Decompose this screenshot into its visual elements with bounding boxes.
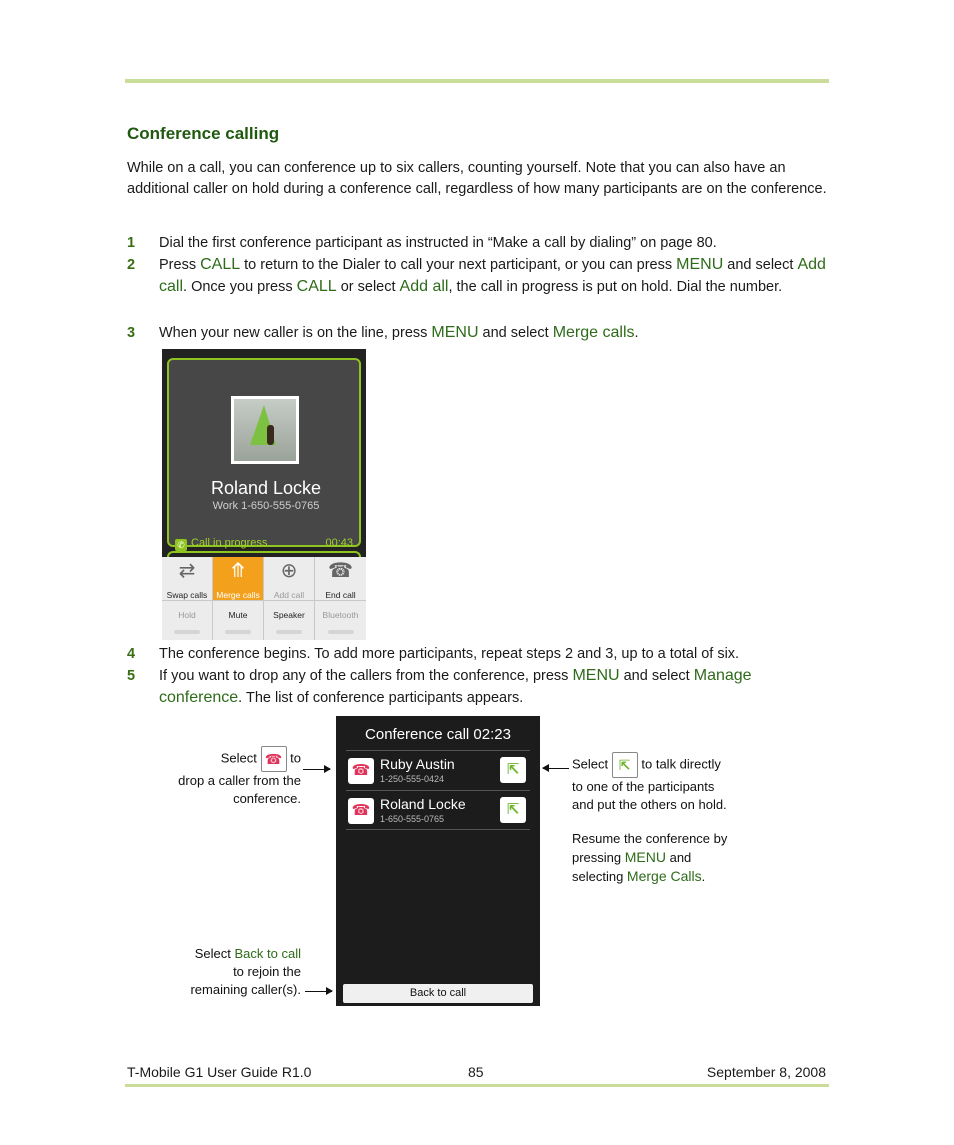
arrow-to-end-call bbox=[303, 769, 330, 770]
step-number: 4 bbox=[127, 646, 136, 662]
annotation-line bbox=[140, 746, 301, 772]
top-rule bbox=[125, 79, 829, 83]
add-call-icon: ⊕ bbox=[280, 560, 298, 582]
swap-calls-button[interactable] bbox=[162, 557, 212, 601]
step-text bbox=[159, 643, 827, 665]
end-call-icon: ☎ bbox=[328, 560, 353, 582]
step-text bbox=[159, 254, 827, 298]
merge-calls-button[interactable] bbox=[213, 557, 263, 601]
in-call-screenshot bbox=[162, 349, 366, 640]
divider bbox=[346, 829, 530, 830]
step-5 bbox=[127, 665, 827, 709]
step-text bbox=[159, 322, 827, 344]
phone-icon: ✆ bbox=[175, 539, 187, 551]
indicator-bar bbox=[225, 630, 251, 634]
menu-label: End call bbox=[325, 590, 356, 600]
annotation-line bbox=[572, 867, 772, 886]
conference-list-screenshot bbox=[336, 716, 540, 1006]
split-call-icon: ⇱ bbox=[612, 752, 638, 778]
participant-number: 1-250-555-0424 bbox=[380, 774, 445, 784]
menu-keyword: MENU bbox=[624, 849, 666, 865]
step-text bbox=[159, 232, 827, 254]
participant-row bbox=[348, 792, 528, 832]
annotation-line: to one of the participants bbox=[572, 779, 715, 794]
divider bbox=[346, 750, 530, 751]
intro-paragraph: While on a call, you can conference up to six callers, counting yourself. Note that you can also have an additional caller on hold during a conference call, regardless of how many participants are on the conference. bbox=[127, 160, 827, 197]
annotation-line: Resume the conference by bbox=[572, 831, 728, 846]
annotation-text: and bbox=[665, 850, 692, 865]
call-status-text: Call in progress bbox=[191, 537, 268, 549]
caller-photo bbox=[231, 396, 299, 464]
annotation-line bbox=[572, 752, 772, 778]
step-2 bbox=[127, 254, 827, 320]
caller-name: Roland Locke bbox=[210, 478, 322, 498]
annotation-text: . bbox=[701, 869, 706, 884]
footer-date: September 8, 2008 bbox=[706, 1064, 826, 1080]
merge-icon: ⤊ bbox=[229, 560, 247, 582]
menu-keyword: MENU bbox=[676, 256, 724, 273]
step-text-segment: and select bbox=[619, 668, 694, 684]
step-text-segment: The conference begins. To add more participants, repeat steps 2 and 3, up to a total of six. bbox=[159, 646, 740, 662]
arrow-to-split-call bbox=[543, 768, 569, 769]
add-call-button[interactable] bbox=[264, 557, 314, 601]
step-text-segment: Press bbox=[159, 257, 201, 273]
participant-number: 1-650-555-0765 bbox=[380, 814, 445, 824]
hold-button[interactable] bbox=[162, 601, 212, 640]
menu-keyword: Add call bbox=[159, 256, 826, 295]
step-text-segment: When your new caller is on the line, press bbox=[159, 325, 432, 341]
section-heading: Conference calling bbox=[127, 124, 280, 143]
indicator-bar bbox=[276, 630, 302, 634]
step-3 bbox=[127, 322, 827, 344]
step-text-segment: , the call in progress is put on hold. Dial the number. bbox=[448, 279, 783, 295]
annotation-back-to-call bbox=[140, 945, 301, 999]
step-text-segment: or select bbox=[336, 279, 400, 295]
step-text-segment: and select bbox=[478, 325, 553, 341]
step-text-segment: to return to the Dialer to call your next participant, or you can press bbox=[240, 257, 677, 273]
step-text-segment: . Once you press bbox=[183, 279, 297, 295]
speaker-button[interactable] bbox=[264, 601, 314, 640]
step-text-segment: . The list of conference participants appears. bbox=[238, 690, 524, 706]
menu-keyword: CALL bbox=[296, 278, 337, 295]
annotation-line: remaining caller(s). bbox=[190, 982, 301, 997]
menu-label: Mute bbox=[228, 610, 248, 620]
annotation-text: selecting bbox=[572, 869, 627, 884]
annotation-text: to bbox=[290, 750, 301, 766]
call-status bbox=[175, 537, 267, 551]
menu-label: Add call bbox=[273, 590, 305, 600]
annotation-line: drop a caller from the bbox=[178, 773, 301, 788]
participant-name: Ruby Austin bbox=[380, 756, 455, 772]
call-timer: 00:43 bbox=[325, 537, 353, 549]
menu-keyword: Merge calls bbox=[552, 324, 635, 341]
annotation-text: pressing bbox=[572, 850, 625, 865]
swap-icon: ⇄ bbox=[178, 560, 196, 582]
annotation-text: Select bbox=[572, 756, 609, 772]
caller-number: Work 1-650-555-0765 bbox=[212, 500, 320, 512]
step-number: 3 bbox=[127, 325, 136, 341]
call-options-menu bbox=[162, 557, 366, 640]
menu-keyword: Manage conference bbox=[159, 667, 752, 706]
split-call-icon[interactable]: ⇱ bbox=[500, 797, 526, 823]
participant-row bbox=[348, 752, 528, 792]
end-call-button[interactable] bbox=[315, 557, 366, 601]
step-text bbox=[159, 665, 827, 709]
arrow-to-back-button bbox=[305, 991, 332, 992]
annotation-resume bbox=[572, 830, 772, 886]
footer-left: T-Mobile G1 User Guide R1.0 bbox=[127, 1064, 312, 1080]
annotation-line: to rejoin the bbox=[233, 964, 301, 979]
menu-column-merge bbox=[213, 557, 264, 640]
step-text-segment: If you want to drop any of the callers from the conference, press bbox=[159, 668, 573, 684]
participant-name: Roland Locke bbox=[380, 796, 466, 812]
step-text-segment: and select bbox=[723, 257, 798, 273]
end-call-icon[interactable]: ☎ bbox=[348, 758, 374, 784]
indicator-bar bbox=[174, 630, 200, 634]
menu-label: Hold bbox=[178, 610, 196, 620]
annotation-line bbox=[572, 848, 772, 867]
menu-label: Speaker bbox=[273, 610, 305, 620]
caller-card bbox=[167, 358, 361, 550]
conference-title: Conference call 02:23 bbox=[365, 726, 511, 743]
annotation-text: Select bbox=[220, 750, 257, 766]
menu-keyword: Back to call bbox=[234, 946, 301, 961]
step-4 bbox=[127, 643, 827, 665]
windsurfer-figure bbox=[267, 425, 274, 445]
menu-keyword: CALL bbox=[200, 256, 241, 273]
footer-page-number: 85 bbox=[468, 1064, 484, 1080]
end-call-icon: ☎ bbox=[261, 746, 287, 772]
step-number: 2 bbox=[127, 257, 136, 273]
menu-column-add bbox=[264, 557, 315, 640]
step-number: 1 bbox=[127, 235, 136, 251]
bluetooth-button[interactable] bbox=[315, 601, 366, 640]
step-text-segment: Dial the first conference participant as instructed in “Make a call by dialing” on page 80. bbox=[159, 235, 717, 251]
step-number: 5 bbox=[127, 668, 136, 684]
annotation-text: Select bbox=[194, 946, 235, 961]
menu-keyword: MENU bbox=[572, 667, 620, 684]
menu-keyword: Add all bbox=[399, 278, 449, 295]
annotation-line: and put the others on hold. bbox=[572, 797, 727, 812]
menu-label: Swap calls bbox=[166, 590, 208, 600]
annotation-line bbox=[140, 945, 301, 963]
menu-label: Bluetooth bbox=[322, 610, 359, 620]
menu-label: Merge calls bbox=[216, 590, 260, 600]
menu-column-swap bbox=[162, 557, 213, 640]
split-call-icon[interactable]: ⇱ bbox=[500, 757, 526, 783]
divider bbox=[346, 790, 530, 791]
annotation-text: to talk directly bbox=[641, 756, 721, 772]
step-text-segment: . bbox=[634, 325, 639, 341]
menu-keyword: Merge Calls bbox=[626, 868, 702, 884]
bottom-rule bbox=[125, 1084, 829, 1087]
back-to-call-button[interactable]: Back to call bbox=[343, 984, 533, 1003]
end-call-icon[interactable]: ☎ bbox=[348, 798, 374, 824]
annotation-split-call bbox=[572, 752, 772, 814]
mute-button[interactable] bbox=[213, 601, 263, 640]
menu-keyword: MENU bbox=[431, 324, 479, 341]
annotation-drop-caller bbox=[140, 746, 301, 808]
annotation-line: conference. bbox=[233, 791, 301, 806]
step-1 bbox=[127, 232, 827, 254]
menu-column-end bbox=[315, 557, 366, 640]
indicator-bar bbox=[328, 630, 354, 634]
